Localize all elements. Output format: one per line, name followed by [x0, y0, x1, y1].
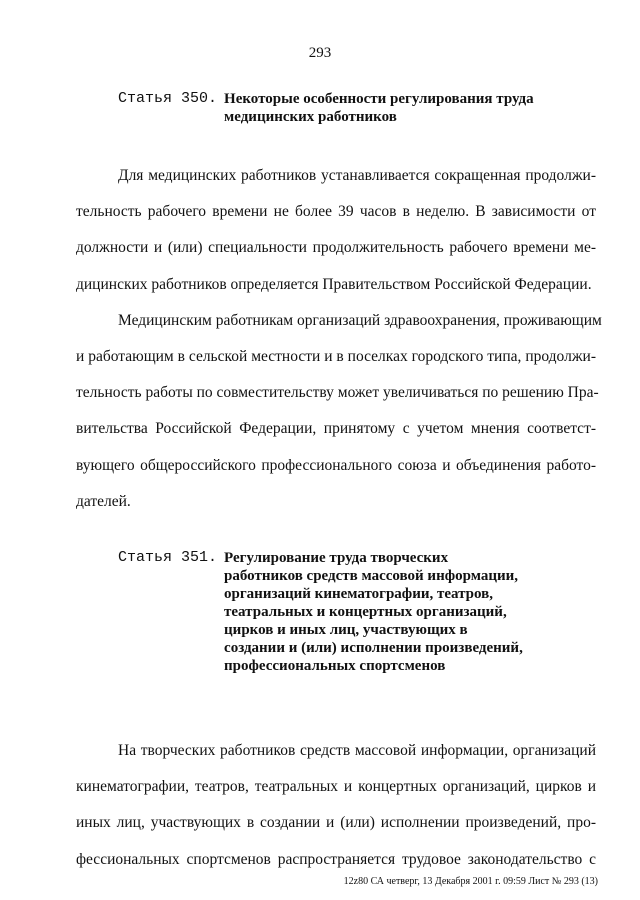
- paragraph-line: иных лиц, участвующих в создании и (или) исполнении произведений, про-: [76, 814, 596, 832]
- article-351-body: [76, 733, 596, 878]
- article-350-title-line: Некоторые особенности регулирования труда: [224, 91, 534, 107]
- article-350-title-line: медицинских работников: [224, 109, 397, 125]
- article-351-title-line: Регулирование труда творческих: [224, 550, 449, 566]
- paragraph-line: фессиональных спортсменов распространяется трудовое законодательство с: [76, 850, 596, 868]
- article-350-body: [76, 158, 602, 520]
- paragraph-line: вующего общероссийского профессионального союза и объединения работо-: [76, 456, 596, 474]
- paragraph-line: тельность рабочего времени не более 39 часов в неделю. В зависимости от: [76, 203, 596, 221]
- paragraph-line: тельность работы по совместительству может увеличиваться по решению Пра-: [76, 384, 599, 402]
- paragraph-line: и работающим в сельской местности и в поселках городского типа, продолжи-: [76, 348, 596, 366]
- article-351-title-line: цирков и иных лиц, участвующих в: [224, 622, 468, 638]
- paragraph-line: Для медицинских работников устанавливается сокращенная продолжи-: [118, 167, 596, 184]
- paragraph-line: должности и (или) специальности продолжительность рабочего времени ме-: [76, 239, 596, 257]
- paragraph-line: вительства Российской Федерации, принятому с учетом мнения соответст-: [76, 420, 596, 438]
- paragraph-line: кинематографии, театров, театральных и концертных организаций, цирков и: [76, 778, 596, 796]
- article-351-title: [224, 549, 523, 675]
- article-350-heading: [118, 90, 534, 126]
- page-number: 293: [308, 45, 332, 61]
- page-footer: 12z80 СА четверг, 13 Декабря 2001 г. 09:59 Лист № 293 (13): [343, 876, 598, 887]
- article-351-label: Статья 351.: [118, 549, 218, 566]
- article-351-title-line: работников средств массовой информации,: [224, 568, 518, 584]
- article-351-title-line: создании и (или) исполнении произведений,: [224, 640, 523, 656]
- article-351-heading: [118, 549, 523, 675]
- paragraph-line: Медицинским работникам организаций здравоохранения, проживающим: [118, 311, 602, 329]
- article-350-title: [224, 90, 534, 126]
- paragraph-line: На творческих работников средств массовой информации, организаций: [118, 742, 596, 759]
- paragraph-line: дицинских работников определяется Правительством Российской Федерации.: [76, 275, 592, 293]
- article-351-title-line: организаций кинематографии, театров,: [224, 586, 493, 602]
- article-350-label: Статья 350.: [118, 90, 218, 107]
- article-351-title-line: театральных и концертных организаций,: [224, 604, 507, 620]
- paragraph-line: дателей.: [76, 492, 131, 510]
- article-351-title-line: профессиональных спортсменов: [224, 658, 446, 674]
